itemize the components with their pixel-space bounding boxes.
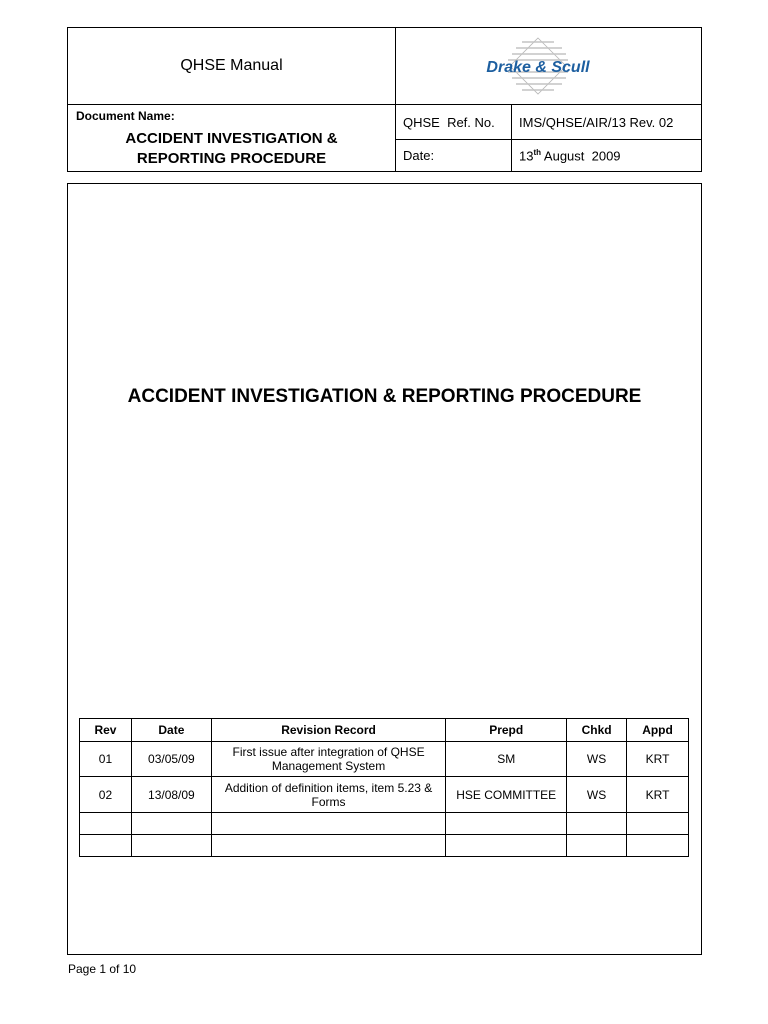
- cell-chkd: [567, 813, 627, 835]
- page-number: Page 1 of 10: [68, 962, 137, 976]
- date-value: [519, 148, 621, 163]
- revision-table: [79, 718, 689, 857]
- cell-chkd: WS: [567, 777, 627, 813]
- cell-appd: [627, 835, 689, 857]
- ref-label-cell: [395, 104, 512, 140]
- date-value-cell: [511, 139, 702, 172]
- cell-chkd: [567, 835, 627, 857]
- cell-date: [131, 813, 211, 835]
- cell-revision-record: [211, 813, 445, 835]
- ref-value-cell: [511, 104, 702, 140]
- cell-rev: [80, 813, 132, 835]
- date-day: 13: [519, 148, 534, 164]
- cell-revision-record: First issue after integration of QHSE Management System: [211, 742, 445, 777]
- document-name-title: [68, 129, 395, 169]
- manual-title-cell: [67, 27, 396, 105]
- date-suffix: th: [533, 147, 542, 157]
- cell-rev: 02: [80, 777, 132, 813]
- col-header-appd: Appd: [627, 719, 689, 742]
- revision-header-row: [80, 719, 689, 742]
- date-rest: August 2009: [541, 148, 621, 164]
- cell-prepd: [446, 835, 567, 857]
- cell-date: 13/08/09: [131, 777, 211, 813]
- col-header-revision-record: Revision Record: [211, 719, 445, 742]
- document-name-label: Document Name:: [76, 109, 175, 123]
- logo-cell: [395, 27, 702, 105]
- cell-revision-record: Addition of definition items, item 5.23 & Forms: [211, 777, 445, 813]
- document-name-cell: [67, 104, 396, 172]
- cell-appd: [627, 813, 689, 835]
- cell-appd: KRT: [627, 777, 689, 813]
- cell-revision-record: [211, 835, 445, 857]
- col-header-rev: Rev: [80, 719, 132, 742]
- ref-label: QHSE Ref. No.: [403, 114, 495, 130]
- cell-prepd: SM: [446, 742, 567, 777]
- document-name-line2: REPORTING PROCEDURE: [136, 150, 327, 167]
- col-header-date: Date: [131, 719, 211, 742]
- drake-scull-logo: [396, 28, 701, 104]
- cell-prepd: [446, 813, 567, 835]
- main-title: ACCIDENT INVESTIGATION & REPORTING PROCEDURE: [127, 386, 642, 407]
- col-header-prepd: Prepd: [446, 719, 567, 742]
- document-name-line1: ACCIDENT INVESTIGATION &: [125, 130, 338, 147]
- cell-date: [131, 835, 211, 857]
- cell-rev: [80, 835, 132, 857]
- cell-date: 03/05/09: [131, 742, 211, 777]
- cell-prepd: HSE COMMITTEE: [446, 777, 567, 813]
- cell-rev: 01: [80, 742, 132, 777]
- table-row: [80, 742, 689, 777]
- col-header-chkd: Chkd: [567, 719, 627, 742]
- manual-title: QHSE Manual: [180, 57, 283, 74]
- logo-text: Drake & Scull: [486, 59, 590, 76]
- date-label-cell: [395, 139, 512, 172]
- cell-chkd: WS: [567, 742, 627, 777]
- date-label: Date:: [403, 148, 435, 163]
- table-row: [80, 835, 689, 857]
- cell-appd: KRT: [627, 742, 689, 777]
- table-row: [80, 813, 689, 835]
- ref-value: IMS/QHSE/AIR/13 Rev. 02: [519, 114, 674, 130]
- table-row: [80, 777, 689, 813]
